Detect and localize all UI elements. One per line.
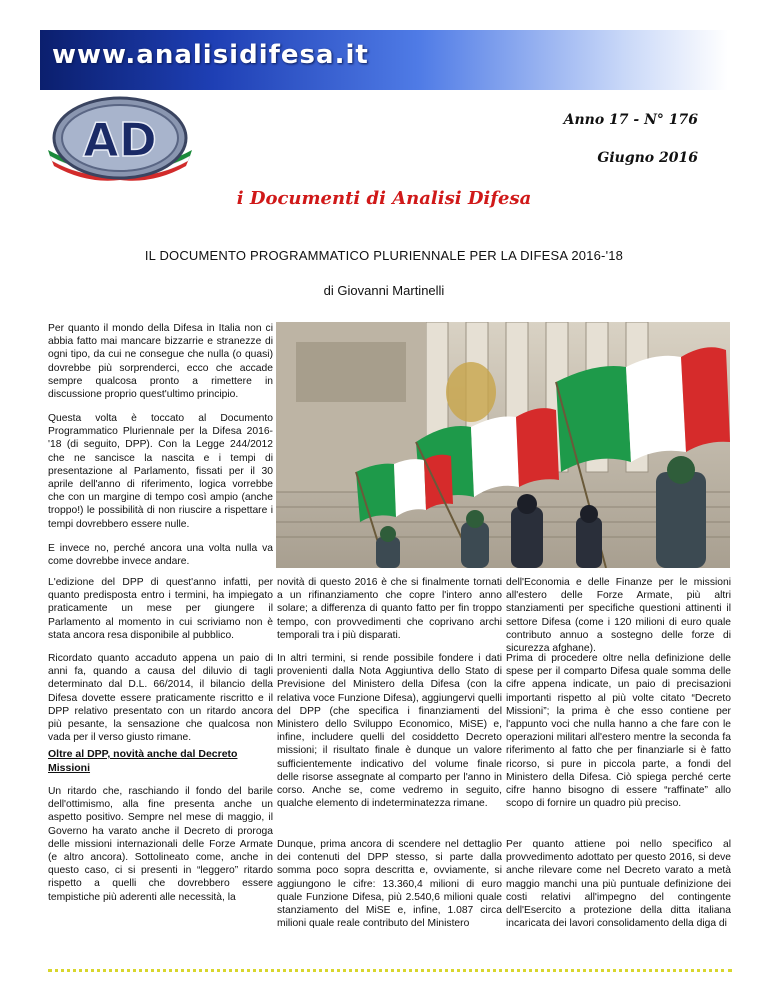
flag-ceremony-photo bbox=[276, 322, 730, 568]
issue-date: Giugno 2016 bbox=[597, 150, 698, 166]
col2-paragraph-3: Dunque, prima ancora di scendere nel dettaglio dei contenuti del DPP stesso, si parte dalla somma poco sopra descritta e, ovviamente, si aggiungono le cifre: 13.360,4 milioni di euro quale Funzione Difesa, più 2.540,6 milioni quale stanziamento del MiSE e, infine, 1.087 circa milioni quale reale contributo del Ministero bbox=[277, 839, 502, 930]
logo-letters: AD bbox=[83, 113, 157, 167]
col1-paragraph-2: Ricordato quanto accaduto appena un paio di anni fa, quando a causa del diluvio di tagli determinato dal D.L. 66/2014, il bilancio della Difesa dovette essere praticamente riscritto e il DPP relativo presentato con un ritardo ancora più pesante, la sensazione che qualcosa non vada per il verso giusto rimane. bbox=[48, 653, 273, 744]
article-author: di Giovanni Martinelli bbox=[323, 283, 445, 298]
col3-paragraph-1: dell'Economia e delle Finanze per le missioni all'estero delle Forze Armate, più altri stanziamenti per specifiche questioni attinenti il settore Difesa (come i 120 milioni di euro quale contributo annuo a sostegno delle forze di sicurezza afghane). bbox=[506, 577, 731, 655]
article-title: IL DOCUMENTO PROGRAMMATICO PLURIENNALE PER LA DIFESA 2016-'18 bbox=[144, 248, 624, 263]
footer-divider bbox=[48, 969, 732, 972]
col1-paragraph-3: Un ritardo che, raschiando il fondo del barile dell'ottimismo, alla fine presenta anche un aspetto positivo. Sempre nel mese di maggio, il Governo ha varato anche il Decreto di proroga delle missioni internazionali delle Forze Armate (e altro ancora). Sottolineato come, anche in questo caso, ci si presenti in “leggero” ritardo rispetto a quelli che dovrebbero essere tempistiche più aderenti alle necessità, la bbox=[48, 786, 273, 903]
intro-paragraph-1: Per quanto il mondo della Difesa in Italia non ci abbia fatto mai mancare bizzarrie e stranezze di ogni tipo, da cui ne consegue che nulla (o quasi) dovrebbe più sorprenderci, ecco che accade sempre qualcosa pronto a rimettere in discussione proprio quest'ultimo principio. bbox=[48, 323, 273, 401]
site-url[interactable]: www.analisidifesa.it bbox=[52, 40, 369, 70]
header-banner bbox=[40, 30, 728, 90]
ad-logo bbox=[40, 90, 200, 190]
intro-paragraph-2: Questa volta è toccato al Documento Programmatico Pluriennale per la Difesa 2016-'18 (di seguito, DPP). Con la Legge 244/2012 che ne sancisce la nascita e i tempi di presentazione al Parlamento, fissati per il 30 aprile dell'anno di riferimento, logica vorrebbe che con un margine di tempo così ampio (anche troppo!) le possibilità di non riuscire a rispettare i tempi dovrebbero essere nulle. bbox=[48, 413, 273, 530]
col3-paragraph-2: Prima di procedere oltre nella definizione delle spese per il comparto Difesa quale somma delle cifre appena indicate, un paio di precisazioni importanti rispetto al più volte citato “Decreto Missioni”; la prima è che esso contiene per l'appunto voci che nulla hanno a che fare con le operazioni militari all'estero mentre la seconda fa riferimento al fatto che per finanziarle si è fatto ricorso, si pure in piccola parte, a fondi del Ministero della Difesa. Ciò spiega perché certe cifre hanno bisogno di essere “raffinate” allo scopo di fornire un quadro più preciso. bbox=[506, 653, 731, 810]
col1-paragraph-1: L'edizione del DPP di quest'anno infatti, per quanto predisposta entro i termini, ha impiegato praticamente un mese per giungere il Parlamento al momento in cui scriviamo non è stata ancora resa disponibile al pubblico. bbox=[48, 577, 273, 641]
intro-paragraph-3: E invece no, perché ancora una volta nulla va come dovrebbe invece andare. bbox=[48, 543, 273, 568]
col2-paragraph-2: In altri termini, si rende possibile fondere i dati provenienti dalla Nota Aggiuntiva dello Stato di Previsione del Ministero della Difesa (con la relativa voce Funzione Difesa), aggiungervi quelli del DPP (che specifica i finanziamenti del Ministero dello Sviluppo Economico, MiSE) e, infine, includere quelli del cosiddetto Decreto missioni; il risultato finale è dunque un valore sufficientemente indicativo del volume finale delle risorse assegnate al comparto per l'anno in corso. Anche se, come vedremo in seguito, qualche elemento di indeterminatezza rimane. bbox=[277, 653, 502, 810]
col2-paragraph-1: novità di questo 2016 è che si finalmente tornati a un rifinanziamento che copre l'intero anno solare; a differenza di quanto fatto per fin troppo tempo, con provvedimenti che coprivano archi temporali tra i più disparati. bbox=[277, 577, 502, 641]
issue-number: Anno 17 - N° 176 bbox=[563, 112, 698, 128]
section-subheading: Oltre al DPP, novità anche dal Decreto Missioni bbox=[48, 748, 238, 774]
col3-paragraph-3: Per quanto attiene poi nello specifico al provvedimento adottato per questo 2016, si deve anche rilevare come nel Decreto varato a metà maggio manchi una più puntuale definizione dei costi relativi all'impegno del contingente dell'Esercito a protezione della ditta italiana incaricata dei lavori consolidamento della diga di bbox=[506, 839, 731, 930]
series-title: i Documenti di Analisi Difesa bbox=[236, 188, 532, 209]
